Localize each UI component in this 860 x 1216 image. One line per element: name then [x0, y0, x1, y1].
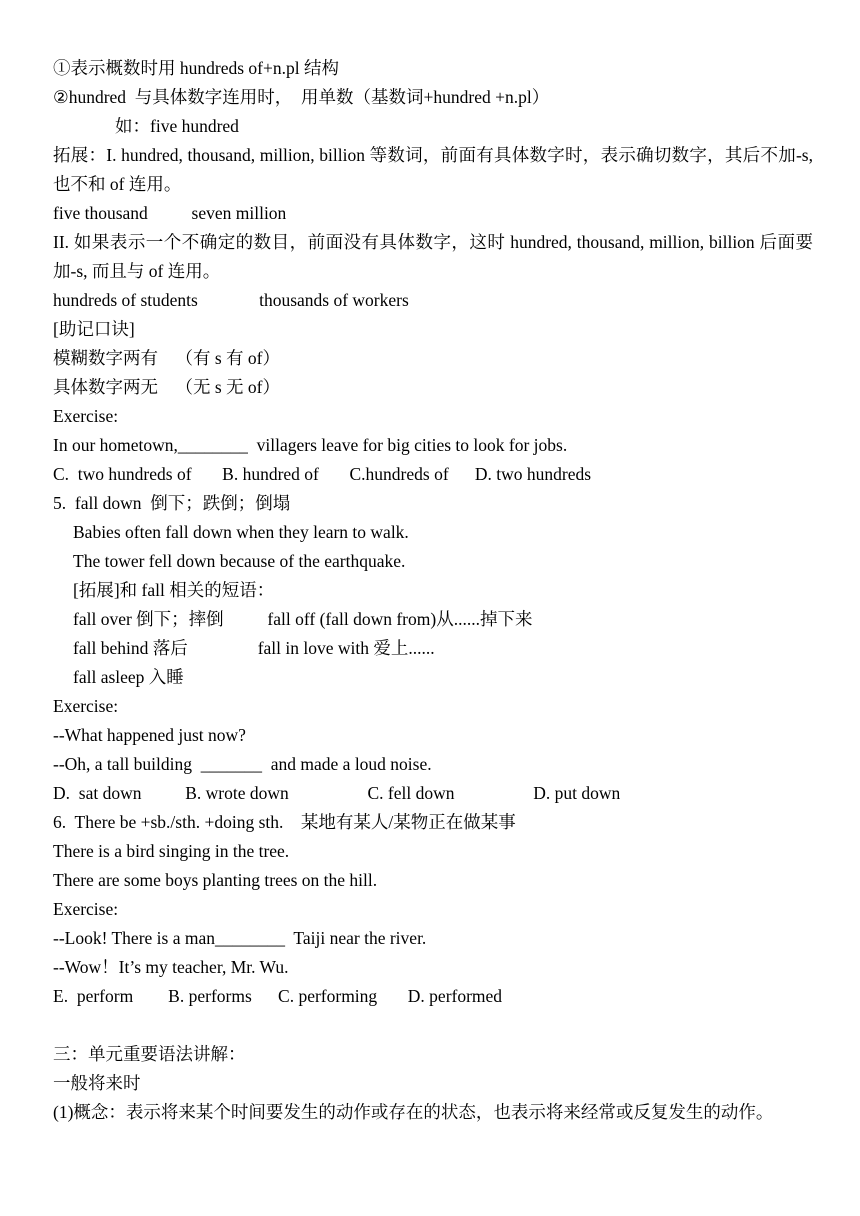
- phrase-line: fall asleep 入睡: [73, 667, 184, 687]
- exercise-question: [53, 924, 813, 953]
- question-text: villagers leave for big cities to look for jobs.: [247, 435, 568, 455]
- exercise-question: [53, 750, 813, 779]
- grammar-topic: 一般将来时: [53, 1073, 141, 1093]
- example-line: 如：five hundred: [115, 116, 239, 136]
- answer-blank: _______: [200, 754, 263, 774]
- phrase-line: fall over 倒下；摔倒 fall off (fall down from)从......掉下来: [73, 609, 533, 629]
- mnemonic-line: 具体数字两无 （无 s 无 of）: [53, 377, 281, 397]
- text-paragraph: (1)概念：表示将来某个时间要发生的动作或存在的状态，也表示将来经常或反复发生的动作。: [53, 1102, 774, 1122]
- example-line: hundreds of students thousands of workers: [53, 290, 409, 310]
- phrase-heading: 5. fall down 倒下；跌倒；倒塌: [53, 493, 291, 513]
- example-line: The tower fell down because of the earthquake.: [73, 551, 406, 571]
- question-text: Taiji near the river.: [284, 928, 427, 948]
- example-line: five thousand seven million: [53, 203, 287, 223]
- exercise-options: D. sat down B. wrote down C. fell down D. put down: [53, 783, 621, 803]
- section-heading: 三：单元重要语法讲解：: [53, 1044, 246, 1064]
- exercise-heading: Exercise:: [53, 696, 119, 716]
- text-line: ②hundred 与具体数字连用时， 用单数（基数词+hundred +n.pl）: [53, 87, 550, 107]
- mnemonic-line: 模糊数字两有 （有 s 有 of）: [53, 348, 281, 368]
- exercise-options: E. perform B. performs C. performing D. performed: [53, 986, 503, 1006]
- question-text: In our hometown,: [53, 435, 178, 455]
- question-text: --Oh, a tall building: [53, 754, 201, 774]
- phrase-line: fall behind 落后 fall in love with 爱上......: [73, 638, 435, 658]
- answer-blank: ________: [177, 435, 248, 455]
- document-page: [53, 54, 813, 1156]
- text-line: ①表示概数时用 hundreds of+n.pl 结构: [53, 58, 339, 78]
- example-line: Babies often fall down when they learn to walk.: [73, 522, 409, 542]
- answer-blank: ________: [214, 928, 285, 948]
- section-heading: [助记口诀]: [53, 319, 135, 339]
- blank-line: [53, 1011, 813, 1040]
- exercise-heading: Exercise:: [53, 899, 119, 919]
- example-line: There is a bird singing in the tree.: [53, 841, 290, 861]
- text-paragraph: II. 如果表示一个不确定的数目，前面没有具体数字，这时 hundred, thousand, million, billion 后面要加-s, 而且与 of 连用。: [53, 232, 813, 281]
- text-line: [拓展]和 fall 相关的短语：: [73, 580, 275, 600]
- question-text: --Look! There is a man: [53, 928, 215, 948]
- text-paragraph: 拓展：I. hundred, thousand, million, billion 等数词，前面有具体数字时，表示确切数字，其后不加-s,也不和 of 连用。: [53, 145, 813, 194]
- exercise-heading: Exercise:: [53, 406, 119, 426]
- phrase-heading: 6. There be +sb./sth. +doing sth. 某地有某人/某物正在做某事: [53, 812, 516, 832]
- exercise-question: --What happened just now?: [53, 725, 246, 745]
- exercise-question: --Wow！It’s my teacher, Mr. Wu.: [53, 957, 289, 977]
- exercise-options: C. two hundreds of B. hundred of C.hundreds of D. two hundreds: [53, 464, 592, 484]
- exercise-question: [53, 431, 813, 460]
- example-line: There are some boys planting trees on the hill.: [53, 870, 378, 890]
- question-text: and made a loud noise.: [262, 754, 432, 774]
